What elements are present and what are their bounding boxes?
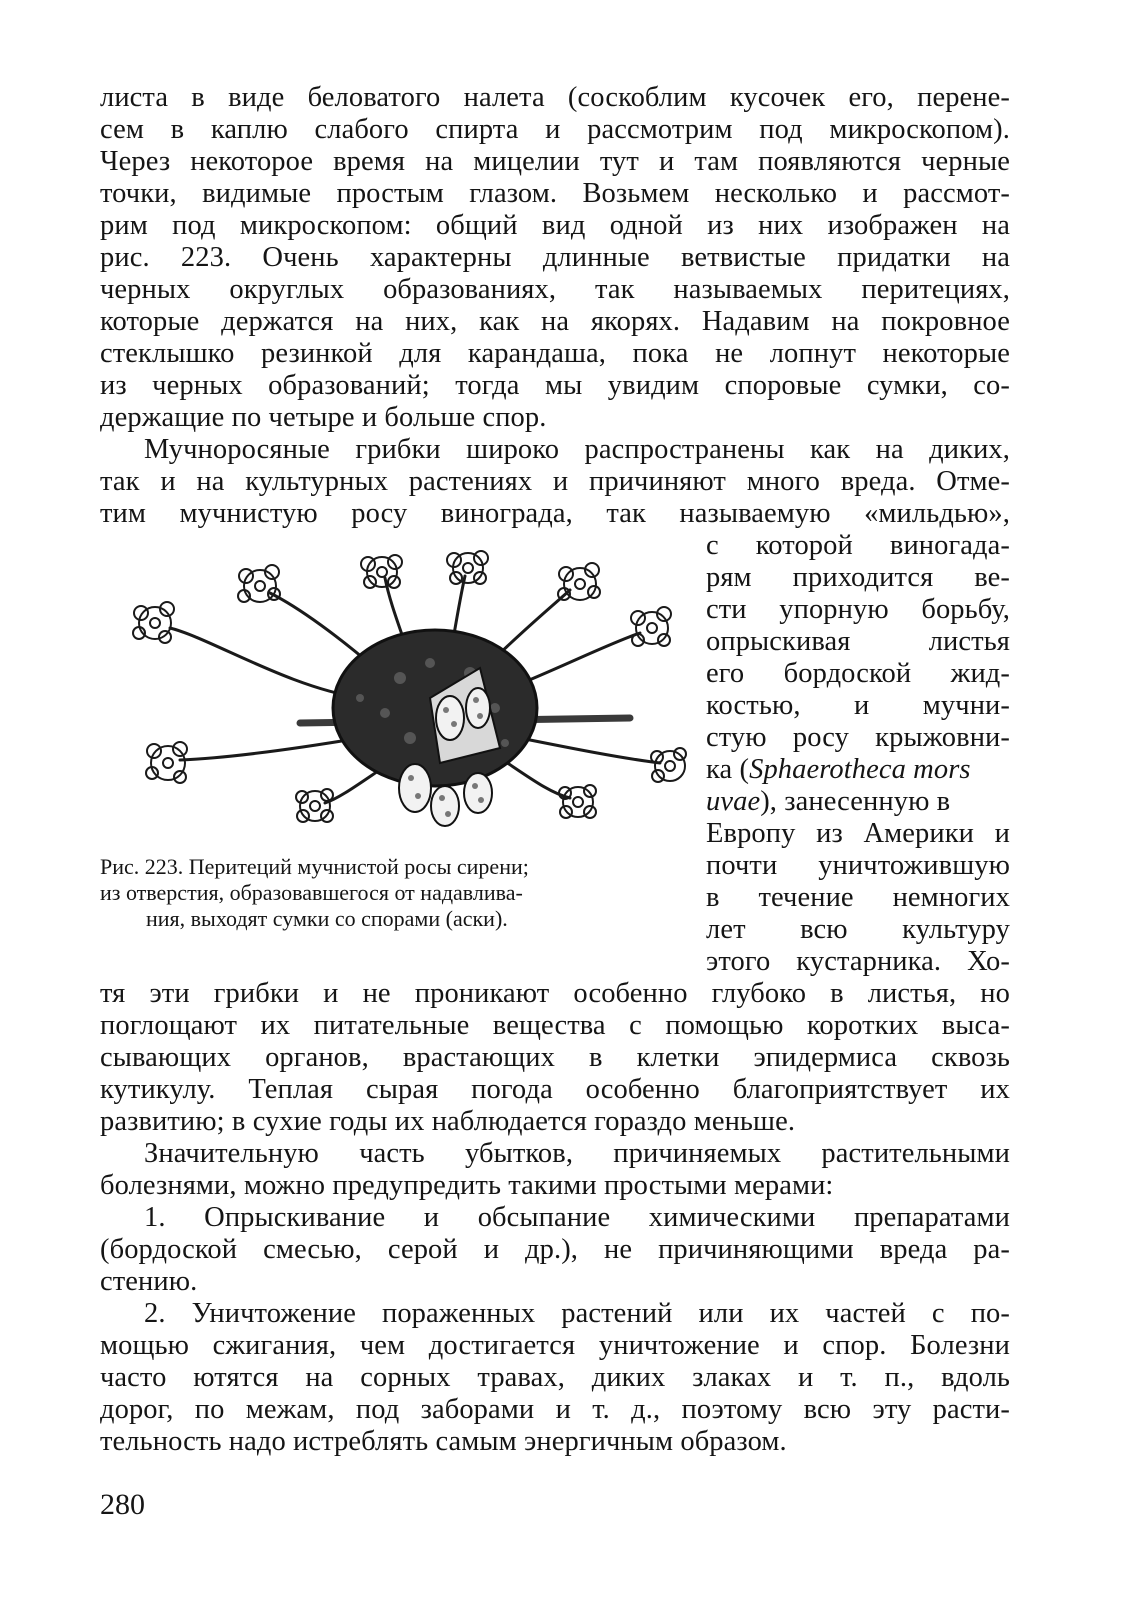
text-line [706, 754, 1010, 786]
text-line: Мучноросяные грибки широко распространены как на диких, [144, 434, 1010, 465]
text-line: Европу из Америки и [706, 818, 1010, 849]
caption-line: из отверстия, образовавшегося от надавлива- [100, 880, 523, 905]
text-line: стению. [100, 1266, 198, 1297]
text-line: тельность надо истреблять самым энергичным образом. [100, 1426, 787, 1457]
text-span: ка ( [706, 754, 750, 785]
text-line: черных округлых образованиях, так называемых перитециях, [100, 274, 1010, 305]
text-line: из черных образований; тогда мы увидим споровые сумки, со- [100, 370, 1010, 401]
text-line: стеклышко резинкой для карандаша, пока не лопнут некоторые [100, 338, 1010, 369]
text-span: ), занесенную в [760, 786, 951, 817]
latin-name: uvae [706, 786, 761, 817]
text-line: которые держатся на них, как на якорях. Надавим на покровное [100, 306, 1010, 337]
text-line: лет всю культуру [706, 914, 1010, 945]
text-line: с которой виногада- [706, 530, 1010, 561]
text-line: сем в каплю слабого спирта и рассмотрим под микроскопом). [100, 114, 1010, 145]
text-line: костью, и мучни- [706, 690, 1010, 721]
text-line: 1. Опрыскивание и обсыпание химическими препаратами [144, 1202, 1010, 1233]
text-line: тим мучнистую росу винограда, так называемую «мильдью», [100, 498, 1010, 529]
text-line: так и на культурных растениях и причиняют много вреда. Отме- [100, 466, 1010, 497]
text-line: (бордоской смесью, серой и др.), не причиняющими вреда ра- [100, 1234, 1010, 1265]
text-line: 2. Уничтожение пораженных растений или их частей с по- [144, 1298, 1010, 1329]
text-line: точки, видимые простым глазом. Возьмем несколько и рассмот- [100, 178, 1010, 209]
text-line: мощью сжигания, чем достигается уничтожение и спор. Болезни [100, 1330, 1010, 1361]
perithecium-figure [100, 548, 690, 848]
text-line: часто ютятся на сорных травах, диких злаках и т. п., вдоль [100, 1362, 1010, 1393]
text-line: стую росу крыжовни- [706, 722, 1010, 753]
text-line: дорог, по межам, под заборами и т. д., поэтому всю эту расти- [100, 1394, 1010, 1425]
caption-line: ния, выходят сумки со спорами (аски). [146, 906, 508, 931]
text-line: поглощают их питательные вещества с помощью коротких выса- [100, 1010, 1010, 1041]
text-line: рим под микроскопом: общий вид одной из них изображен на [100, 210, 1010, 241]
text-line: в течение немногих [706, 882, 1010, 913]
text-line: Через некоторое время на мицелии тут и там появляются черные [100, 146, 1010, 177]
text-line: почти уничтожившую [706, 850, 1010, 881]
text-line: кутикулу. Теплая сырая погода особенно благоприятствует их [100, 1074, 1010, 1105]
latin-name: Sphaerotheca mors [749, 754, 971, 785]
text-line [706, 786, 1010, 818]
text-line: этого кустарника. Хо- [706, 946, 1010, 977]
text-line: сти упорную борьбу, [706, 594, 1010, 625]
text-line: Значительную часть убытков, причиняемых растительными [144, 1138, 1010, 1169]
text-line: развитию; в сухие годы их наблюдается гораздо меньше. [100, 1106, 796, 1137]
text-line: рям приходится ве- [706, 562, 1010, 593]
text-line: рис. 223. Очень характерны длинные ветвистые придатки на [100, 242, 1010, 273]
text-line: листа в виде беловатого налета (соскоблим кусочек его, перене- [100, 82, 1010, 113]
text-line: болезнями, можно предупредить такими простыми мерами: [100, 1170, 834, 1201]
text-line: тя эти грибки и не проникают особенно глубоко в листья, но [100, 978, 1010, 1009]
text-line: сывающих органов, врастающих в клетки эпидермиса сквозь [100, 1042, 1010, 1073]
text-line: его бордоской жид- [706, 658, 1010, 689]
caption-line: Рис. 223. Перитеций мучнистой росы сирени; [100, 854, 529, 879]
page-number: 280 [100, 1488, 145, 1521]
text-line: держащие по четыре и больше спор. [100, 402, 547, 433]
text-line: опрыскивая листья [706, 626, 1010, 657]
